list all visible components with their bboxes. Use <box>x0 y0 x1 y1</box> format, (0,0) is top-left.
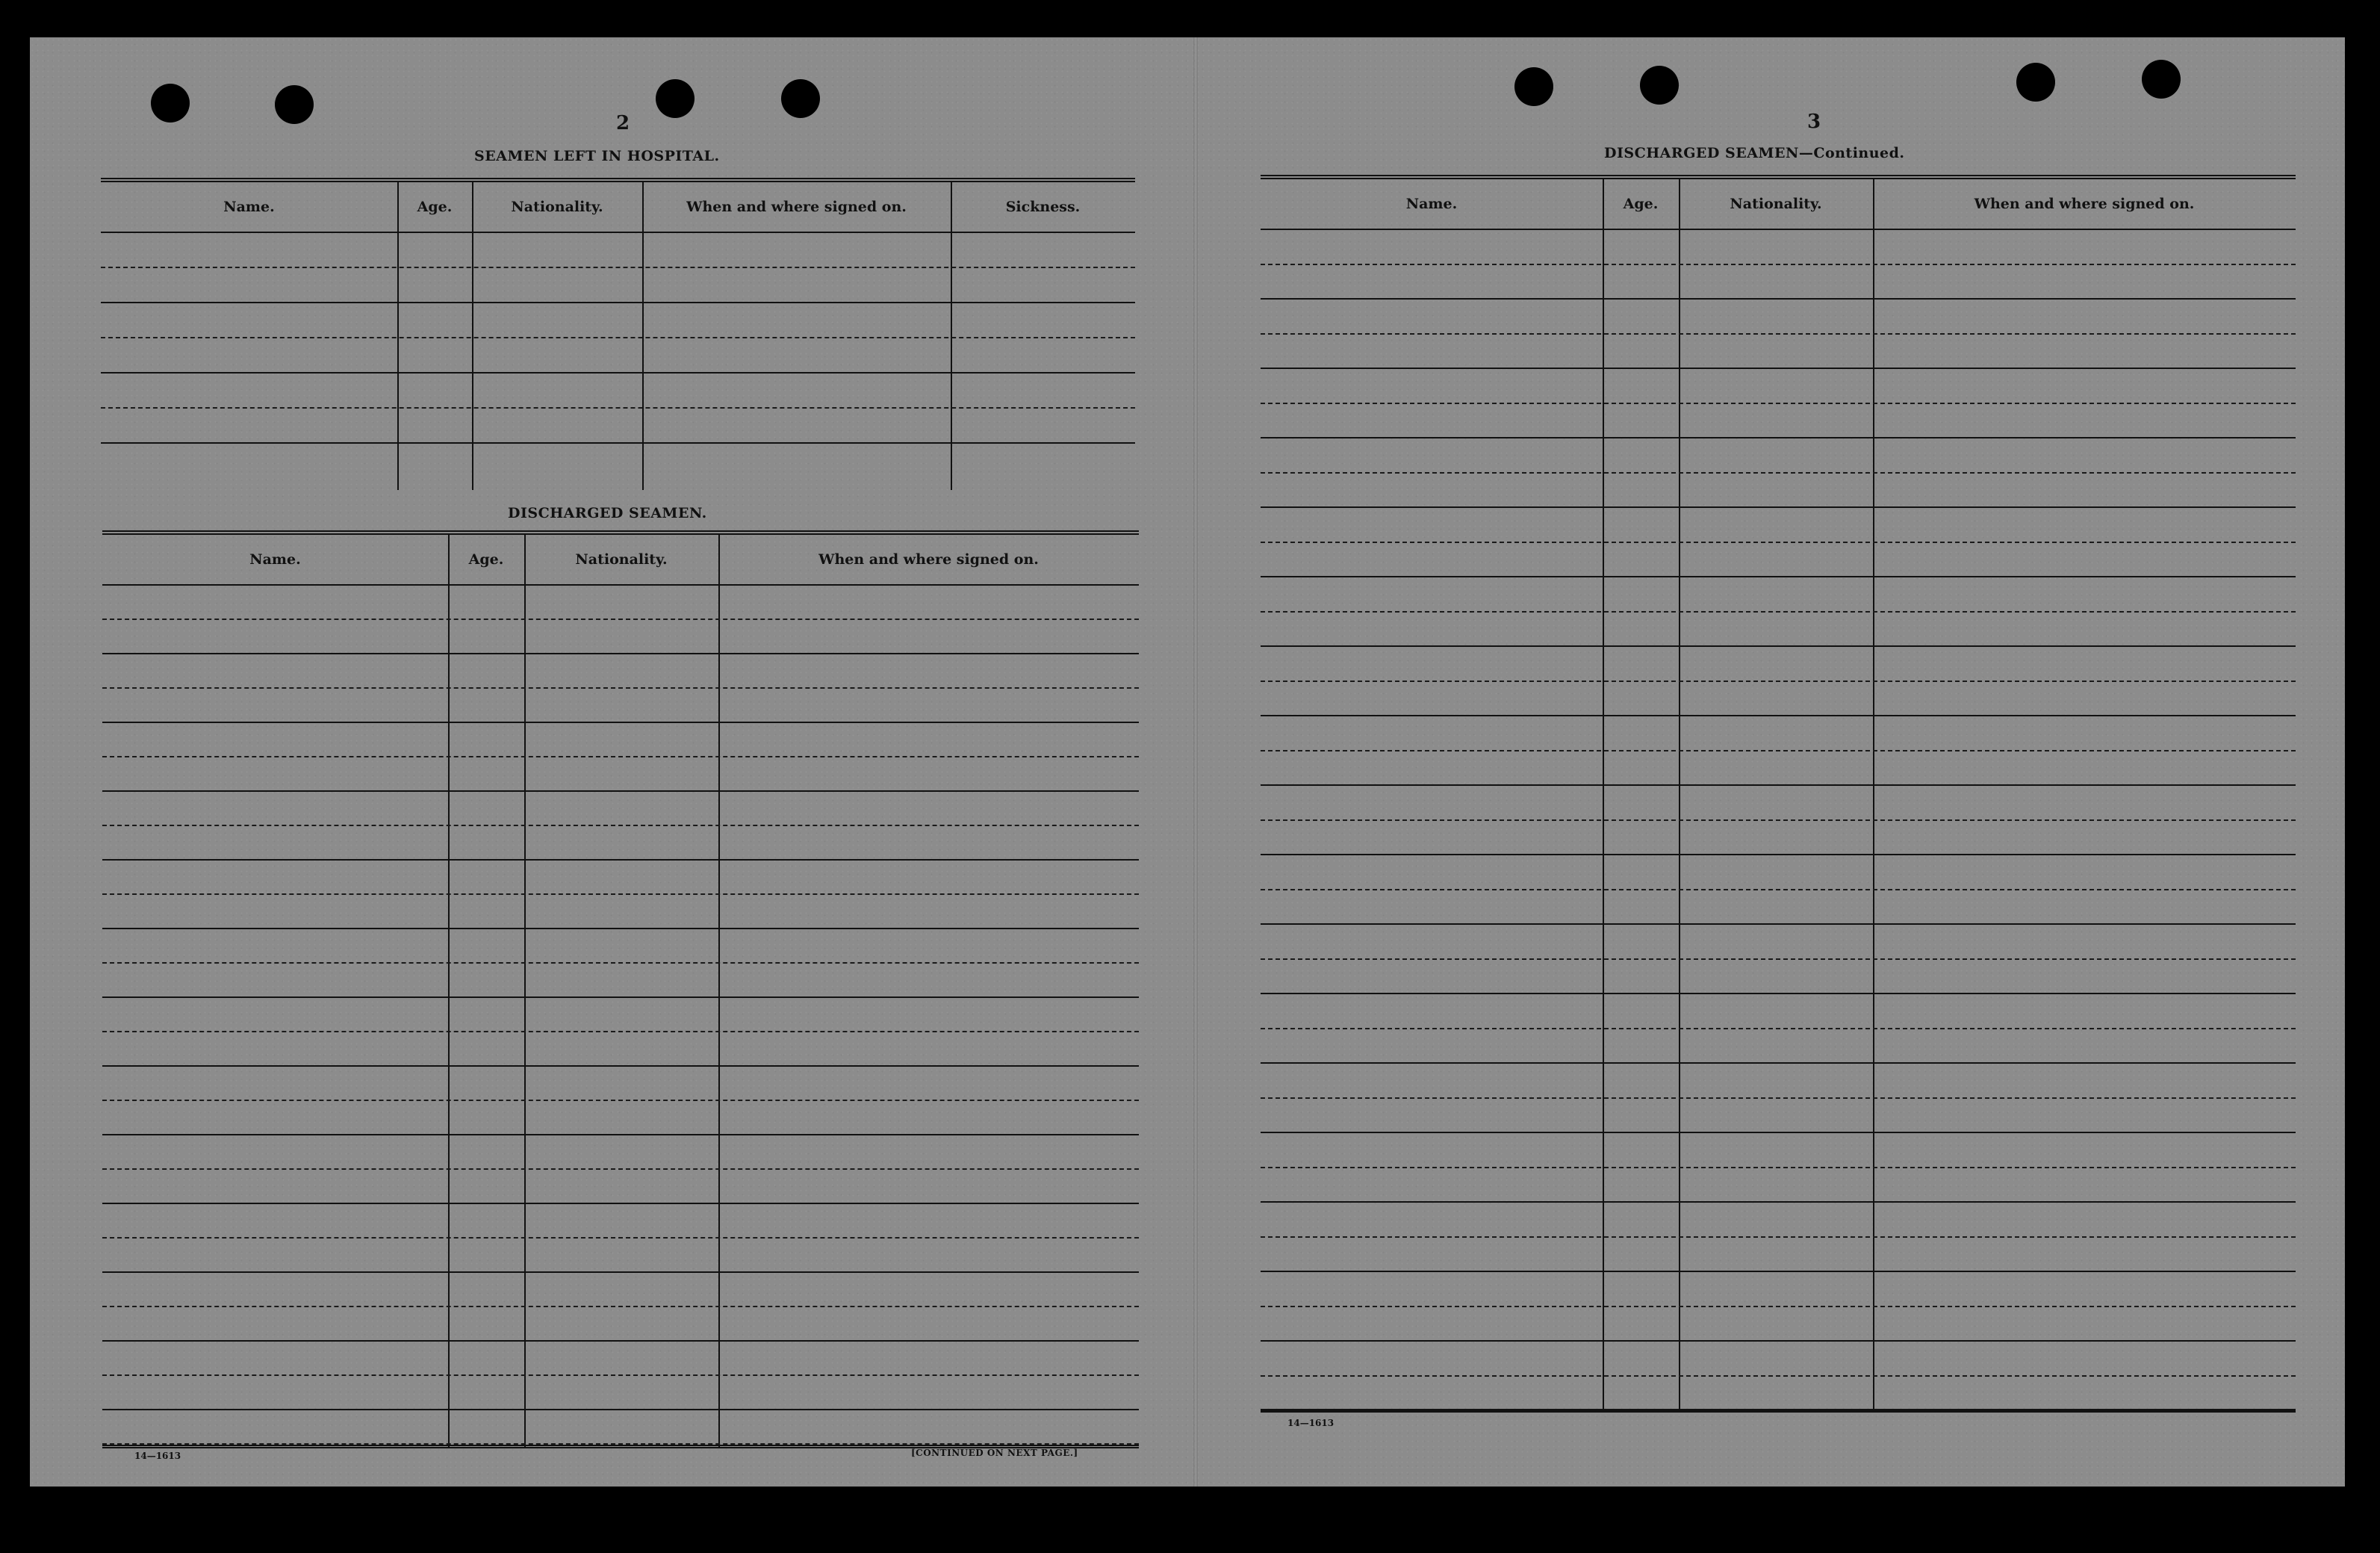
column-header-age: Age. <box>468 551 504 568</box>
table-row <box>1261 1375 2296 1377</box>
table-row <box>1261 576 2296 577</box>
table-row <box>1261 1097 2296 1099</box>
right-page <box>1198 37 2345 1487</box>
table-row <box>1261 542 2296 543</box>
table-row <box>102 893 1139 895</box>
table-row <box>1261 368 2296 369</box>
table-row <box>1261 1167 2296 1168</box>
table-row <box>1261 264 2296 265</box>
hospital-section-title: SEAMEN LEFT IN HOSPITAL. <box>474 148 720 164</box>
discharged-continued-table <box>1261 175 2296 1412</box>
table-header <box>1261 179 2296 230</box>
table-row <box>101 372 1135 373</box>
table-row <box>1261 819 2296 821</box>
column-header-signed-on: When and where signed on. <box>1974 196 2195 212</box>
table-row <box>102 928 1139 929</box>
table-row <box>1261 854 2296 855</box>
table-row <box>102 859 1139 861</box>
table-row <box>102 1100 1139 1101</box>
discharged-continued-title: DISCHARGED SEAMEN—Continued. <box>1604 145 1905 161</box>
column-divider <box>1603 179 1604 1412</box>
table-row <box>1261 1201 2296 1203</box>
table-row <box>1261 681 2296 682</box>
table-header <box>102 535 1139 586</box>
form-code: 14—1613 <box>1287 1418 1335 1428</box>
table-row <box>1261 1306 2296 1307</box>
table-row <box>102 722 1139 723</box>
table-row <box>1261 923 2296 925</box>
table-row <box>1261 1132 2296 1133</box>
column-header-signed-on: When and where signed on. <box>818 551 1039 568</box>
table-row <box>1261 1271 2296 1272</box>
table-row <box>1261 715 2296 716</box>
table-row <box>1261 611 2296 613</box>
table-row <box>1261 958 2296 960</box>
table-row <box>102 1168 1139 1170</box>
column-divider <box>718 535 720 1448</box>
table-row <box>102 1374 1139 1376</box>
table-row <box>102 1031 1139 1032</box>
table-row <box>1261 333 2296 335</box>
manifest-sheet <box>30 37 2345 1487</box>
table-row <box>102 687 1139 689</box>
table-row <box>102 756 1139 757</box>
table-row <box>102 1306 1139 1307</box>
table-row <box>1261 750 2296 751</box>
column-divider <box>1679 179 1680 1412</box>
table-row <box>1261 1236 2296 1238</box>
table-row <box>1261 1340 2296 1342</box>
table-row <box>1261 437 2296 438</box>
column-divider <box>1873 179 1874 1412</box>
discharged-table <box>102 530 1139 1448</box>
table-row <box>102 1065 1139 1067</box>
table-row <box>102 1340 1139 1342</box>
left-page <box>30 37 1193 1487</box>
column-header-signed-on: When and where signed on. <box>686 199 907 215</box>
column-header-name: Name. <box>223 199 275 215</box>
column-header-sickness: Sickness. <box>1005 199 1081 215</box>
page-number: 2 <box>616 112 630 134</box>
table-row <box>101 302 1135 303</box>
column-divider <box>448 535 450 1448</box>
column-divider <box>397 182 399 490</box>
table-row <box>102 790 1139 792</box>
column-divider <box>951 182 952 490</box>
table-row <box>1261 1062 2296 1064</box>
table-row <box>101 337 1135 338</box>
table-row <box>101 407 1135 409</box>
hospital-table <box>101 178 1135 490</box>
table-row <box>1261 298 2296 300</box>
table-row <box>102 1134 1139 1135</box>
column-header-nationality: Nationality. <box>575 551 668 568</box>
table-row <box>1261 1028 2296 1029</box>
column-header-age: Age. <box>1623 196 1659 212</box>
column-header-nationality: Nationality. <box>511 199 603 215</box>
table-row <box>1261 993 2296 994</box>
column-header-age: Age. <box>417 199 453 215</box>
table-row <box>102 1409 1139 1410</box>
table-row <box>1261 472 2296 474</box>
table-row <box>101 442 1135 444</box>
column-header-name: Name. <box>1405 196 1458 212</box>
table-header <box>101 182 1135 233</box>
table-row <box>102 996 1139 998</box>
form-code: 14—1613 <box>134 1451 181 1461</box>
table-row <box>1261 506 2296 508</box>
bottom-rule <box>1261 1409 2296 1413</box>
table-row <box>1261 784 2296 786</box>
table-row <box>102 619 1139 620</box>
discharged-section-title: DISCHARGED SEAMEN. <box>508 505 707 521</box>
table-row <box>1261 403 2296 404</box>
table-row <box>1261 645 2296 647</box>
table-row <box>102 1271 1139 1273</box>
table-row <box>102 653 1139 654</box>
column-divider <box>642 182 644 490</box>
column-header-nationality: Nationality. <box>1730 196 1822 212</box>
table-row <box>102 962 1139 964</box>
table-row <box>102 1237 1139 1239</box>
column-header-name: Name. <box>249 551 301 568</box>
table-row <box>101 267 1135 268</box>
column-divider <box>472 182 473 490</box>
column-divider <box>524 535 526 1448</box>
page-number: 3 <box>1807 111 1821 133</box>
continued-note: [CONTINUED ON NEXT PAGE.] <box>911 1448 1078 1458</box>
table-row <box>102 1203 1139 1204</box>
table-row <box>102 825 1139 826</box>
table-row <box>1261 889 2296 890</box>
